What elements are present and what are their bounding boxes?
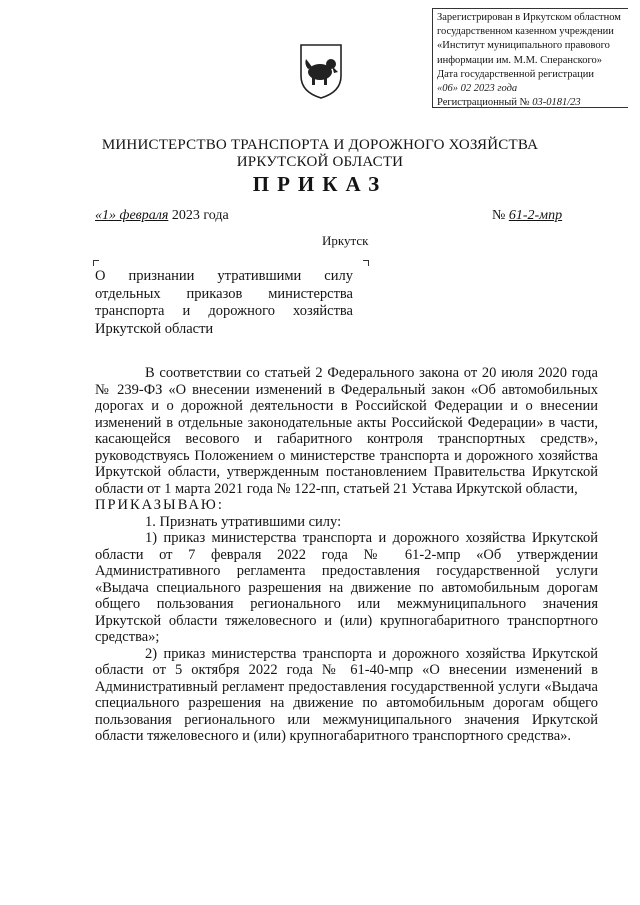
subitem-1: 1) приказ министерства транспорта и дорожного хозяйства Иркутской области от 7 февраля 2022 года № 61-2-мпр «Об утверждении Административного регламента предоставления государственной услуги «Выдача специального разрешения на движение по автомобильным дорогам общего пользования регионального или межмуниципального значения Иркутской области тяжеловесного и (или) крупногабаритного транспортного средства»; (95, 530, 598, 645)
order-subject: О признании утратившими силу отдельных приказов министерства транспорта и дорожного хозяйства Иркутской области (95, 268, 353, 337)
stamp-line: информации им. М.М. Сперанского» (437, 54, 602, 66)
stamp-reg-value: 03-0181/23 (532, 97, 581, 108)
stamp-reg-label: Регистрационный № (437, 97, 530, 108)
stamp-date: «06» 02 2023 года (437, 83, 518, 95)
number-prefix: № (492, 208, 506, 223)
document-body (95, 365, 598, 745)
date-typed: 2023 года (171, 208, 229, 223)
date-handwritten: «1» февраля (95, 208, 169, 223)
preamble: В соответствии со статьей 2 Федерального закона от 20 июля 2020 года № 239-ФЗ «О внесении изменений в Федеральный закон «Об автомобильных дорогах и о дорожной деятельности в Российской Федерации и о внесении изменений в отдельные законодательные акты Российской Федерации» в части, касающейся весового и габаритного контроля транспортных средств», руководствуясь Положением о министерстве транспорта и дорожного хозяйства Иркутской области, утвержденным постановлением Правительства Иркутской области от 1 марта 2021 года № 122-пп, статьей 21 Устава Иркутской области, (95, 365, 598, 497)
coat-of-arms-icon (298, 42, 344, 100)
registration-stamp (432, 8, 628, 108)
city: Иркутск (322, 233, 369, 248)
order-word: ПРИКАЗЫВАЮ: (95, 497, 224, 513)
stamp-line: государственном казенном учреждении (437, 26, 614, 38)
order-number (492, 208, 562, 224)
stamp-line: Дата государственной регистрации (437, 68, 594, 80)
document-title: ПРИКАЗ (252, 172, 388, 196)
number-handwritten: 61-2-мпр (508, 208, 563, 223)
subject-bracket-left (93, 260, 99, 266)
ministry-name (0, 137, 640, 171)
stamp-line: «Институт муниципального правового (437, 40, 610, 52)
order-date (95, 208, 229, 224)
subject-bracket-right (363, 260, 369, 266)
ministry-line: ИРКУТСКОЙ ОБЛАСТИ (236, 154, 404, 170)
stamp-line: Зарегистрирован в Иркутском областном (437, 12, 621, 23)
item-1: 1. Признать утратившими силу: (145, 513, 342, 530)
subitem-2: 2) приказ министерства транспорта и дорожного хозяйства Иркутской области от 5 октября 2022 года № 61-40-мпр «О внесении изменений в Административный регламент предоставления государственной услуги «Выдача специального разрешения на движение по автомобильным дорогам общего пользования регионального или межмуниципального значения Иркутской области тяжеловесного и (или) крупногабаритного транспортного средства». (95, 645, 598, 744)
ministry-line: МИНИСТЕРСТВО ТРАНСПОРТА И ДОРОЖНОГО ХОЗЯЙСТВА (101, 137, 539, 153)
